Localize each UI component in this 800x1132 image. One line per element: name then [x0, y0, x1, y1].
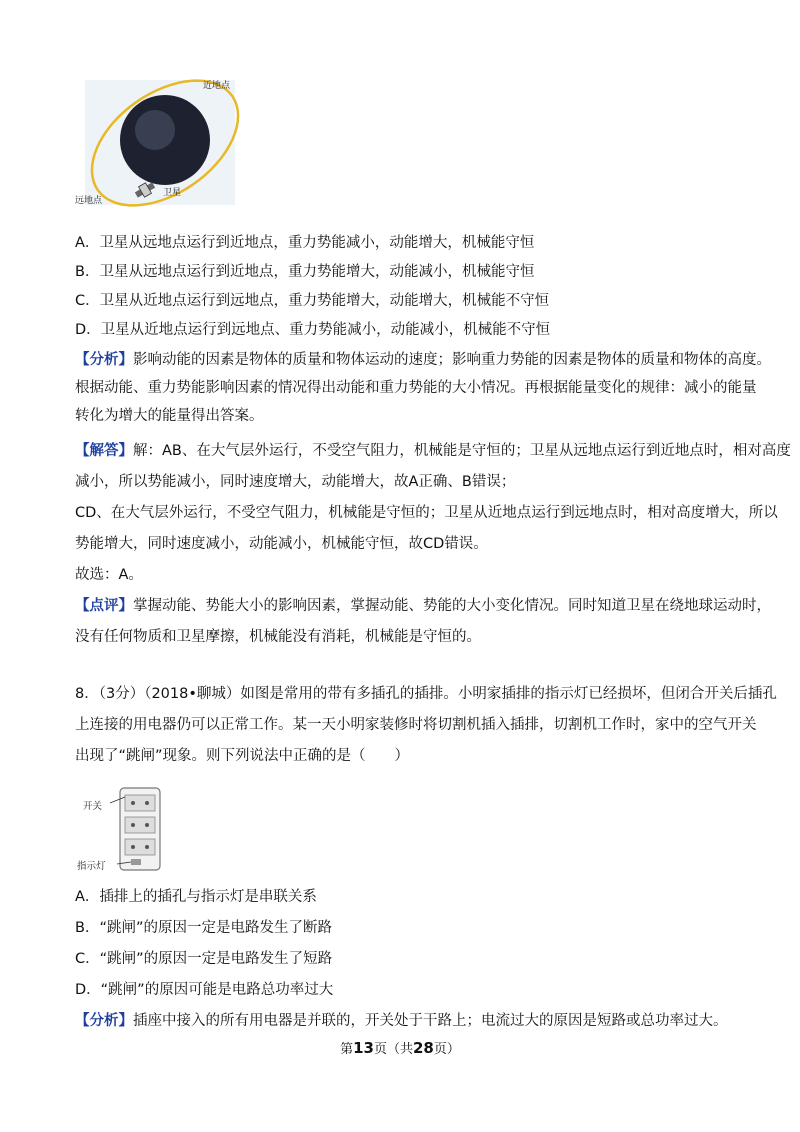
q7-option-a: A．卫星从远地点运行到近地点，重力势能减小，动能增大，机械能守恒 [75, 235, 535, 251]
analysis-tag: 【分析】 [75, 352, 133, 368]
page-number: 13 [353, 1039, 374, 1057]
far-point-label: 远地点 [75, 196, 103, 206]
satellite-label: 卫星 [163, 188, 182, 198]
q8-option-b: B．“跳闸”的原因一定是电路发生了断路 [75, 920, 332, 936]
q7-option-c: C．卫星从近地点运行到远地点，重力势能增大，动能增大，机械能不守恒 [75, 293, 550, 309]
q8-analysis: 【分析】插座中接入的所有用电器是并联的，开关处于干路上；电流过大的原因是短路或总功率过大。 [75, 1013, 728, 1029]
q8-option-c: C．“跳闸”的原因一定是电路发生了短路 [75, 951, 333, 967]
switch-label: 开关 [83, 801, 103, 812]
q7-answer-line-4: 势能增大，同时速度减小，动能减小，机械能守恒，故CD错误。 [75, 536, 488, 552]
q7-option-d: D．卫星从近地点运行到远地点、重力势能减小，动能减小，机械能不守恒 [75, 322, 551, 338]
power-strip-figure [75, 785, 175, 880]
analysis-tag: 【分析】 [75, 1013, 133, 1029]
q8-stem-line-3: 出现了“跳闸”现象。则下列说法中正确的是（ ） [75, 748, 410, 764]
q7-analysis-line-3: 转化为增大的能量得出答案。 [75, 408, 264, 424]
q8-stem-line-1: 8．（3分）（2018•聊城）如图是常用的带有多插孔的插排。小明家插排的指示灯已经损坏，但闭合开关后插孔 [75, 686, 777, 702]
page-footer: 第13页（共28页） [340, 1039, 460, 1057]
q7-answer-choice: 故选：A。 [75, 567, 143, 583]
q7-analysis-line-1: 【分析】影响动能的因素是物体的质量和物体运动的速度；影响重力势能的因素是物体的质量和物体的高度。 [75, 352, 771, 368]
page-total: 28 [413, 1039, 434, 1057]
q8-option-d: D．“跳闸”的原因可能是电路总功率过大 [75, 982, 334, 998]
answer-tag: 【解答】 [75, 443, 133, 459]
q7-analysis-line-2: 根据动能、重力势能影响因素的情况得出动能和重力势能的大小情况。再根据能量变化的规律：减小的能量 [75, 380, 757, 396]
q7-comment-line-2: 没有任何物质和卫星摩擦，机械能没有消耗，机械能是守恒的。 [75, 629, 481, 645]
q8-option-a: A．插排上的插孔与指示灯是串联关系 [75, 889, 317, 905]
q8-stem-line-2: 上连接的用电器仍可以正常工作。某一天小明家装修时将切割机插入插排，切割机工作时，家中的空气开关 [75, 717, 757, 733]
q7-answer-line-2: 减小，所以势能减小，同时速度增大，动能增大，故A正确、B错误； [75, 474, 516, 490]
q7-answer-line-1: 【解答】解：AB、在大气层外运行，不受空气阻力，机械能是守恒的；卫星从远地点运行到近地点时，相对高度 [75, 443, 791, 459]
q7-answer-line-3: CD、在大气层外运行，不受空气阻力，机械能是守恒的；卫星从近地点运行到远地点时，相对高度增大，所以 [75, 505, 778, 521]
q7-comment-line-1: 【点评】掌握动能、势能大小的影响因素，掌握动能、势能的大小变化情况。同时知道卫星在绕地球运动时， [75, 598, 771, 614]
satellite-orbit-figure [75, 75, 240, 210]
comment-tag: 【点评】 [75, 598, 133, 614]
near-point-label: 近地点 [203, 81, 231, 91]
indicator-label: 指示灯 [77, 861, 106, 872]
q7-option-b: B．卫星从远地点运行到近地点，重力势能增大，动能减小，机械能守恒 [75, 264, 535, 280]
